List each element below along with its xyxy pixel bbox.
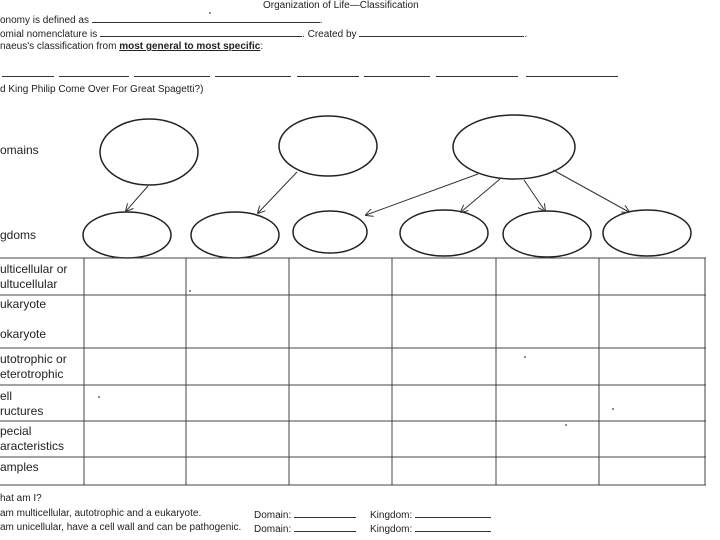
row-label-nutrition: utotrophic or eterotrophic: [0, 352, 67, 381]
period: .: [319, 15, 323, 26]
taxonomy-prompt: onomy is defined as: [0, 15, 89, 26]
question-1-kingdom: [370, 508, 491, 522]
arrow-domain3-kingdom3: [366, 174, 478, 215]
colon: :: [260, 41, 264, 52]
mnemonic: d King Philip Come Over For Great Spagetti?): [0, 84, 204, 95]
arrow-domain3-kingdom6: [553, 170, 629, 212]
domain-label: Domain:: [254, 524, 292, 535]
kingdom-oval-1[interactable]: [83, 212, 171, 258]
domain-answer-blank[interactable]: [294, 522, 356, 532]
row-label-special-characteristics: pecial aracteristics: [0, 424, 65, 453]
domain-label: Domain:: [254, 510, 292, 521]
kingdom-oval-4[interactable]: [400, 210, 488, 256]
arrow-domain1-kingdom1: [126, 186, 148, 211]
scan-speck: [98, 396, 100, 398]
arrow-domain3-kingdom4: [461, 179, 500, 212]
scan-speck: [209, 12, 211, 14]
question-2-text: am unicellular, have a cell wall and can be pathogenic.: [0, 522, 242, 533]
scan-speck: [565, 424, 567, 426]
domain-oval-1[interactable]: [100, 119, 198, 185]
row-label-cell-type: ukaryote okaryote: [0, 297, 47, 341]
domain-oval-2[interactable]: [279, 116, 377, 176]
binomial-prompt: omial nomenclature is: [0, 29, 98, 40]
kingdoms-label: gdoms: [0, 228, 37, 242]
kingdom-oval-2[interactable]: [191, 212, 279, 258]
question-2: [0, 522, 241, 534]
arrow-domain2-kingdom2: [258, 172, 297, 213]
question-1-domain: [254, 508, 356, 522]
question-1: [0, 508, 201, 520]
kingdom-oval-6[interactable]: [603, 210, 691, 256]
created-by-label: . Created by: [302, 29, 357, 40]
domains-label: omains: [0, 143, 39, 157]
period: .: [524, 29, 528, 40]
kingdom-label: Kingdom:: [370, 524, 413, 535]
classification-prompt: naeus's classification from: [0, 41, 120, 52]
kingdom-oval-3[interactable]: [293, 211, 367, 253]
kingdom-answer-blank[interactable]: [415, 522, 491, 532]
question-1-text: am multicellular, autotrophic and a eukaryote.: [0, 508, 202, 519]
arrow-domain3-kingdom5: [524, 180, 545, 211]
domain-answer-blank[interactable]: [294, 508, 356, 518]
question-2-domain: [254, 522, 356, 536]
domain-oval-3[interactable]: [453, 115, 575, 179]
kingdom-label: Kingdom:: [370, 510, 413, 521]
page-title: Organization of Life—Classification: [263, 0, 419, 11]
scan-speck: [524, 356, 526, 358]
characteristics-table: [0, 258, 706, 485]
kingdom-answer-blank[interactable]: [415, 508, 491, 518]
scan-speck: [189, 290, 191, 292]
row-label-examples: amples: [0, 460, 39, 474]
scan-speck: [612, 408, 614, 410]
kingdom-oval-5[interactable]: [503, 211, 591, 257]
questions-heading: hat am I?: [0, 493, 42, 504]
arrows: [126, 170, 629, 215]
classification-emphasis: most general to most specific: [119, 41, 261, 52]
question-2-kingdom: [370, 522, 491, 536]
row-label-cell-structures: ell ructures: [0, 389, 44, 418]
row-label-cell-count: ulticellular or ultucellular: [0, 262, 68, 291]
